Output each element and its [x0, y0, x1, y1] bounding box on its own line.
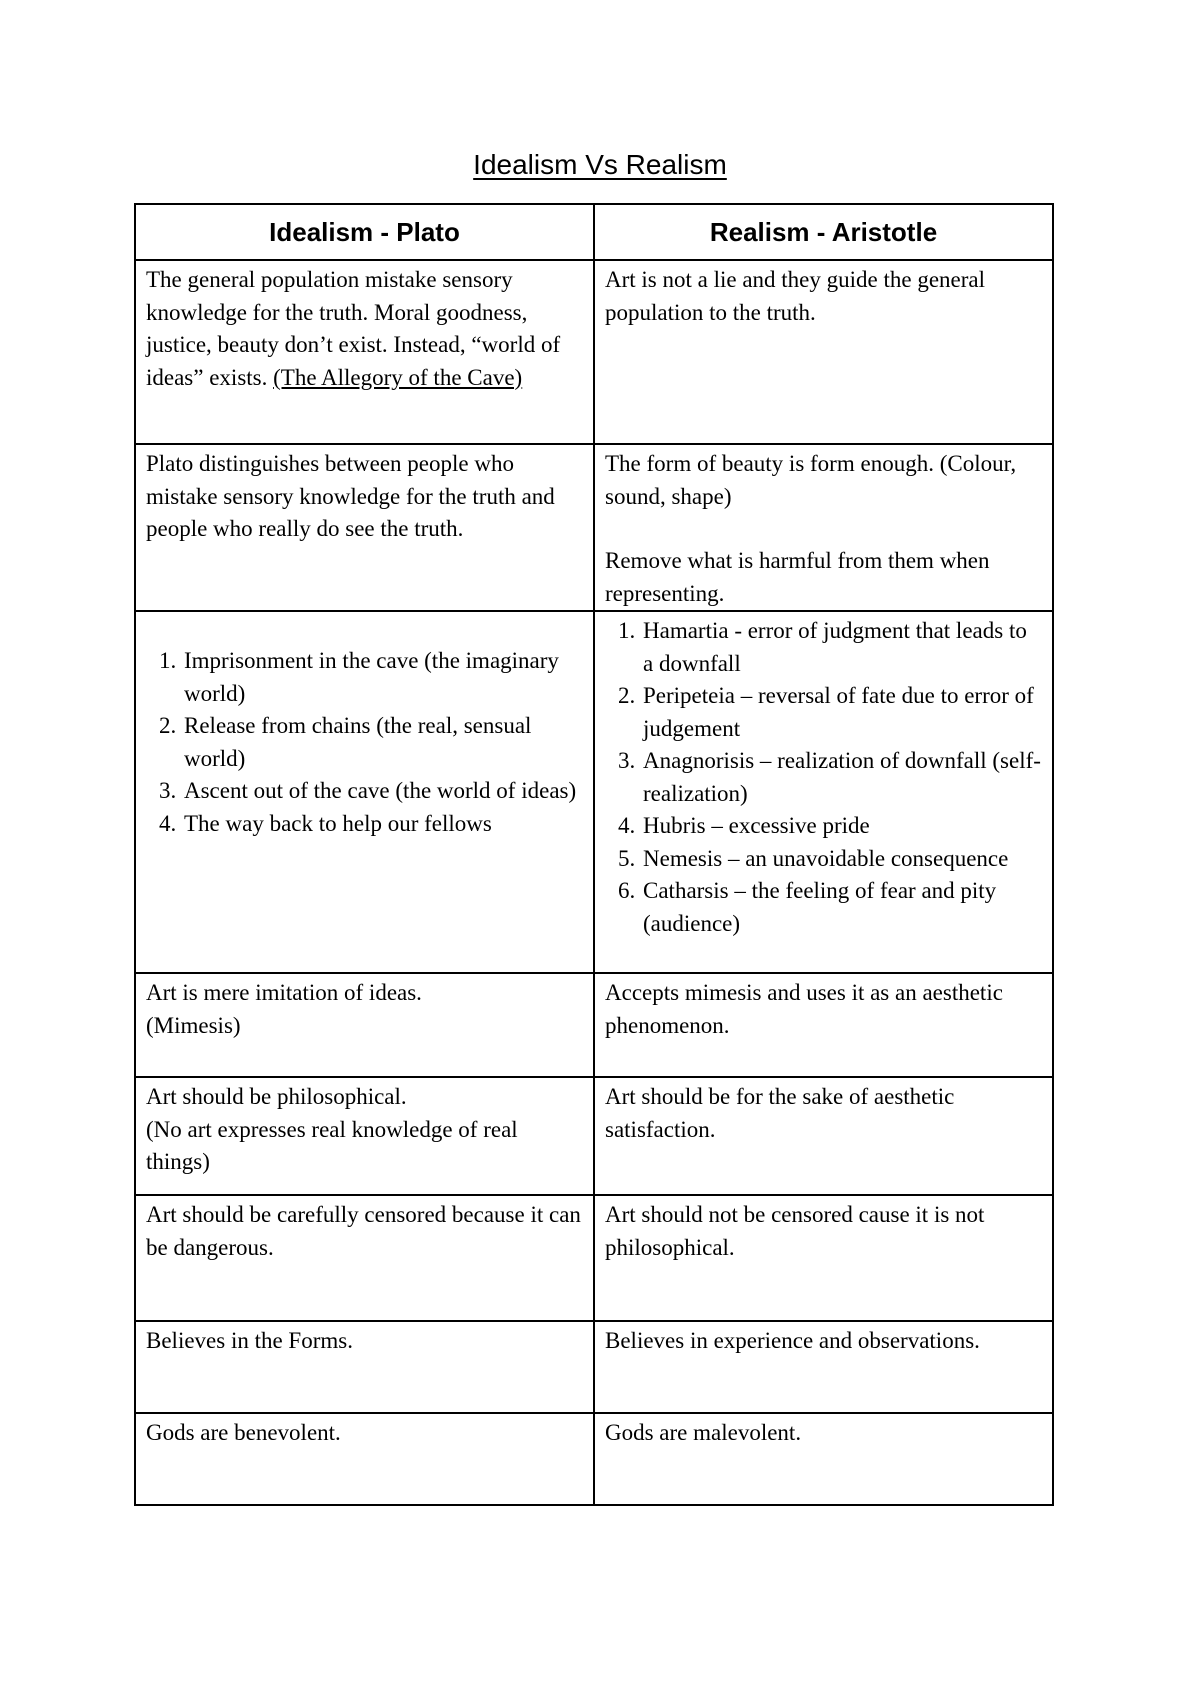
header-realism: Realism - Aristotle [594, 204, 1053, 260]
idealism-cell [135, 260, 594, 444]
idealism-cell [135, 1195, 594, 1321]
idealism-cell [135, 1077, 594, 1195]
cell-text: Plato distinguishes between people who mistake sensory knowledge for the truth and people who really do see the truth. [146, 451, 555, 541]
table-row [135, 1195, 1053, 1321]
list-item: 1. Imprisonment in the cave (the imaginary world) [182, 645, 583, 710]
cell-text: Believes in experience and observations. [605, 1328, 980, 1353]
table-row [135, 1413, 1053, 1505]
cell-text: Art should be carefully censored because it can be dangerous. [146, 1202, 581, 1260]
idealism-cell [135, 1413, 594, 1505]
idealism-cell [135, 973, 594, 1077]
header-row [135, 204, 1053, 260]
cell-text: Art is not a lie and they guide the general population to the truth. [605, 267, 986, 325]
realism-cell [594, 1077, 1053, 1195]
table-row [135, 1321, 1053, 1413]
cell-text: Art should be for the sake of aesthetic satisfaction. [605, 1084, 955, 1142]
cell-text: Art is mere imitation of ideas. (Mimesis) [146, 980, 422, 1038]
realism-cell [594, 260, 1053, 444]
cell-text: Believes in the Forms. [146, 1328, 353, 1353]
cell-text: Art should be philosophical. (No art expresses real knowledge of real things) [146, 1084, 518, 1174]
idealism-cell [135, 1321, 594, 1413]
allegory-reference: (The Allegory of the Cave) [273, 364, 523, 390]
cave-stages-list [146, 645, 583, 840]
cell-text: The form of beauty is form enough. (Colour, sound, shape) [605, 451, 1017, 509]
table-row [135, 444, 1053, 611]
cell-text: Gods are benevolent. [146, 1420, 341, 1445]
cell-text: Gods are malevolent. [605, 1420, 802, 1445]
table-row [135, 973, 1053, 1077]
realism-cell [594, 444, 1053, 611]
realism-cell [594, 973, 1053, 1077]
idealism-cell [135, 611, 594, 973]
realism-cell [594, 611, 1053, 973]
realism-cell [594, 1195, 1053, 1321]
list-item: 5. Nemesis – an unavoidable consequence [641, 843, 1042, 876]
table-row [135, 611, 1053, 973]
cell-text: Remove what is harmful from them when representing. [605, 548, 990, 606]
idealism-cell [135, 444, 594, 611]
cell-text: Art should not be censored cause it is not philosophical. [605, 1202, 985, 1260]
list-item: 3. Ascent out of the cave (the world of ideas) [182, 775, 583, 808]
list-item: 4. The way back to help our fellows [182, 808, 583, 841]
list-item: 4. Hubris – excessive pride [641, 810, 1042, 843]
table-row [135, 260, 1053, 444]
page-title: Idealism Vs Realism [473, 149, 727, 180]
list-item: 2. Peripeteia – reversal of fate due to error of judgement [641, 680, 1042, 745]
tragedy-elements-list [605, 615, 1042, 940]
realism-cell [594, 1413, 1053, 1505]
list-item: 2. Release from chains (the real, sensual world) [182, 710, 583, 775]
list-item: 3. Anagnorisis – realization of downfall (self-realization) [641, 745, 1042, 810]
cell-text: Accepts mimesis and uses it as an aesthetic phenomenon. [605, 980, 1003, 1038]
list-item: 6. Catharsis – the feeling of fear and pity (audience) [641, 875, 1042, 940]
comparison-table [134, 203, 1054, 1506]
list-item: 1. Hamartia - error of judgment that leads to a downfall [641, 615, 1042, 680]
cell-text: The general population mistake sensory knowledge for the truth. Moral goodness, justice, beauty don’t exist. Instead, “world of ideas” exists. [146, 267, 561, 390]
header-idealism: Idealism - Plato [135, 204, 594, 260]
realism-cell [594, 1321, 1053, 1413]
table-row [135, 1077, 1053, 1195]
paragraph-spacer [605, 513, 1042, 545]
